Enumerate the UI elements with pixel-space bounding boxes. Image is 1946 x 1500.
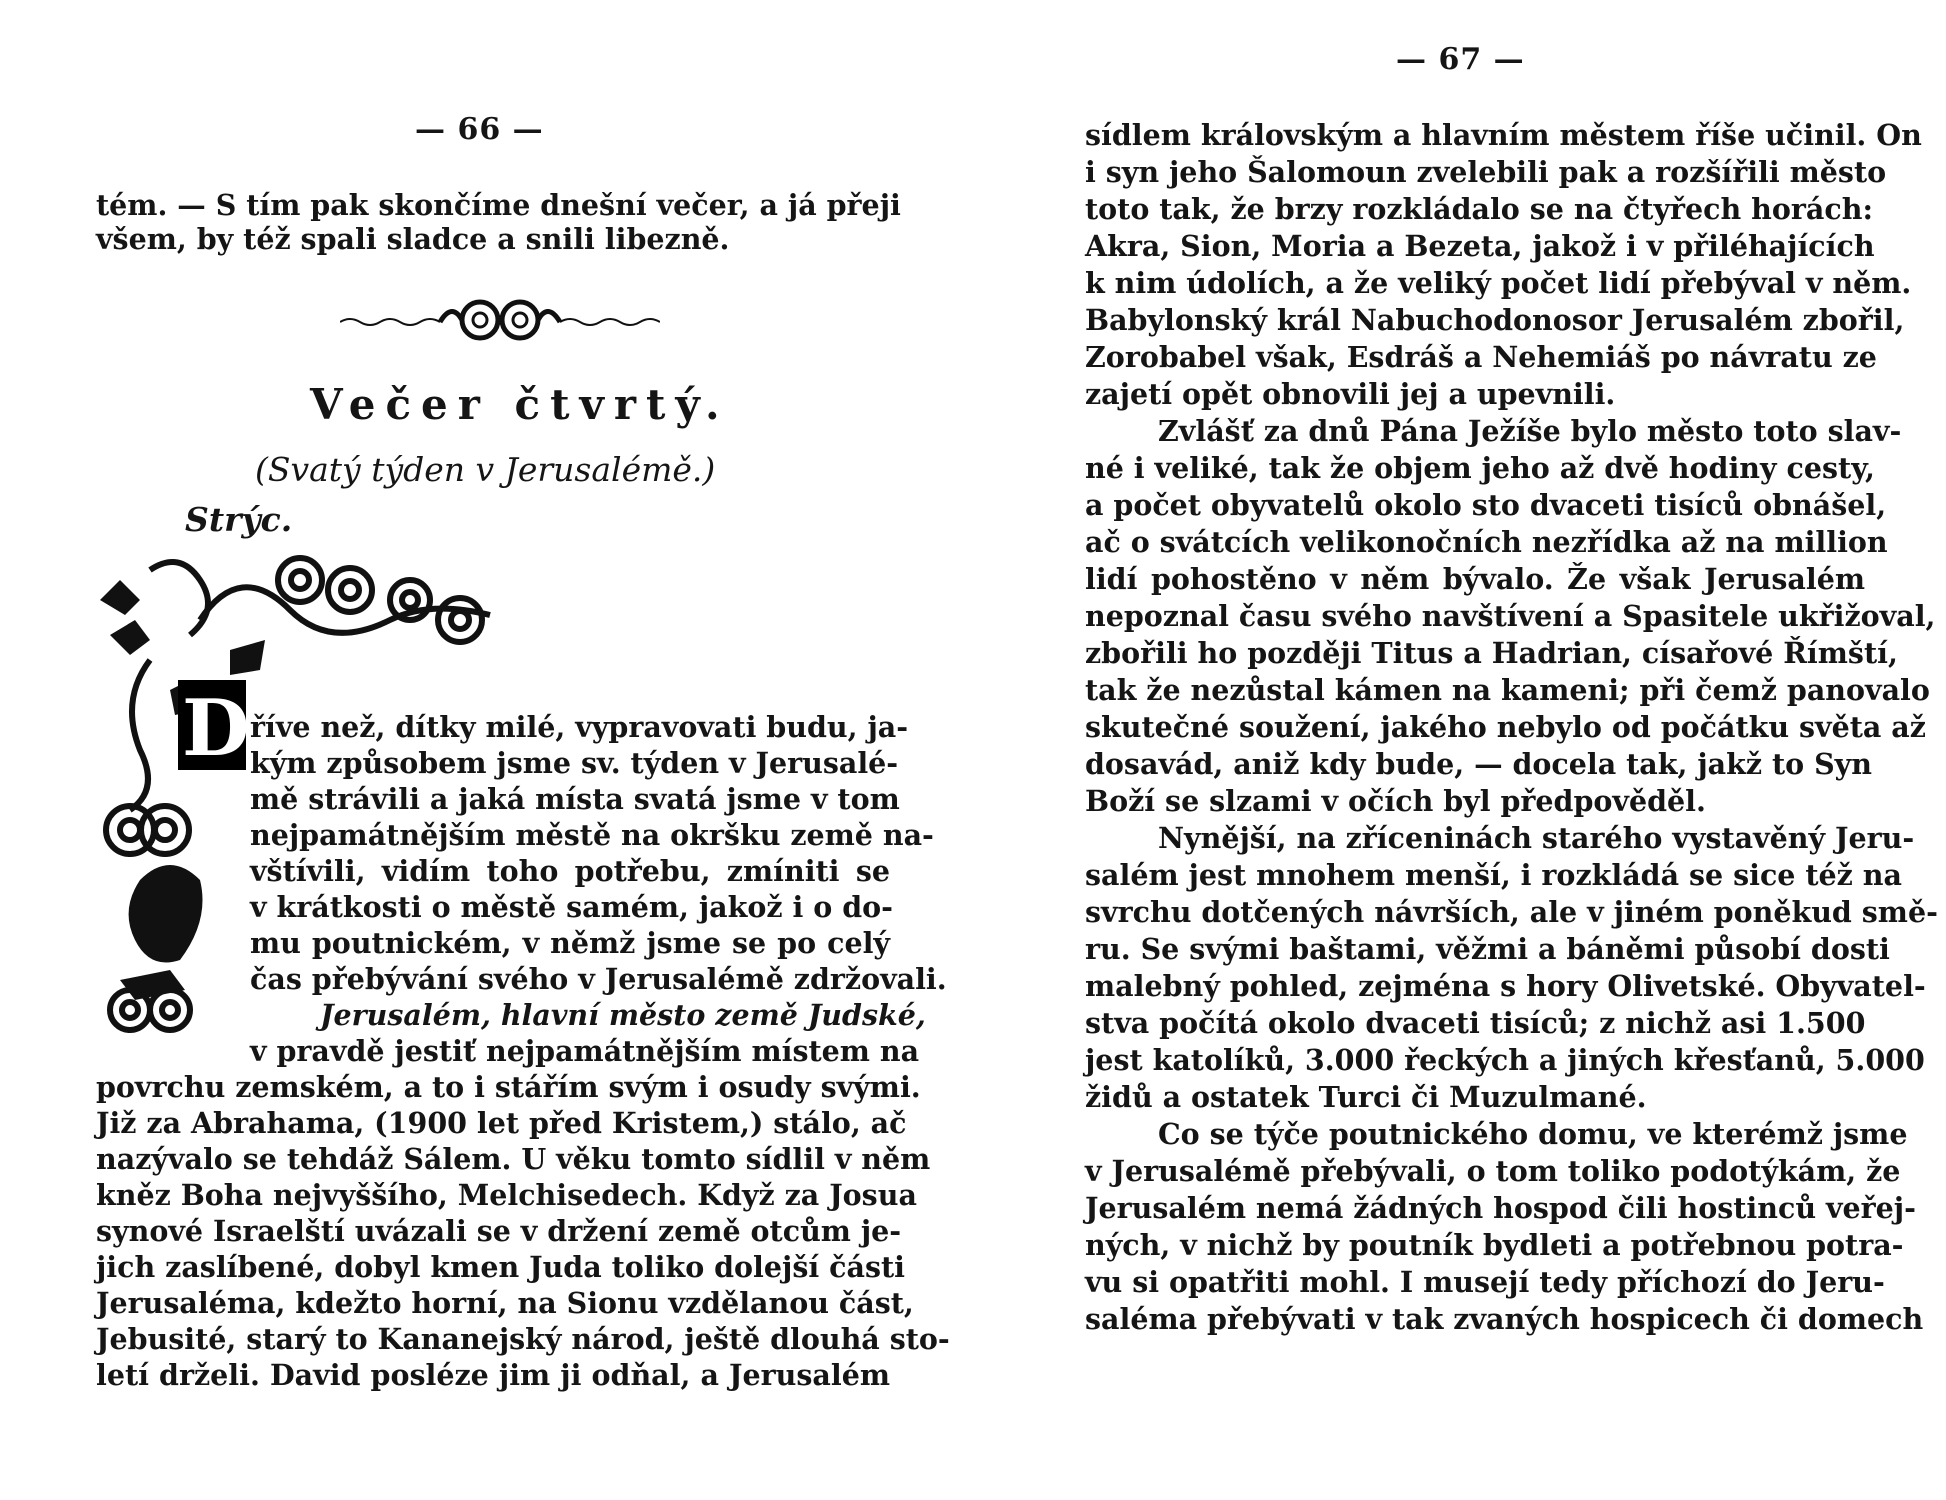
text-line: malebný pohled, zejména s hory Olivetské. Obyvatel- <box>1085 969 1926 1003</box>
right-page <box>973 0 1946 1500</box>
chapter-heading: Večer čtvrtý. <box>310 380 730 429</box>
text-line: v Jerusalémě přebývali, o tom toliko podotýkám, že <box>1085 1154 1901 1188</box>
text-line: kněz Boha nejvyššího, Melchisedech. Když za Josua <box>96 1178 917 1212</box>
page-number: — 66 — <box>415 112 544 147</box>
text-line: letí drželi. David posléze jim ji odňal, a Jerusalém <box>96 1358 890 1392</box>
text-line: Zorobabel však, Esdráš a Nehemiáš po návratu ze <box>1085 340 1877 374</box>
text-line: tém. — S tím pak skončíme dnešní večer, a já přeji <box>96 188 901 222</box>
text-line: dosavád, aniž kdy bude, — docela tak, jakž to Syn <box>1085 747 1872 781</box>
text-line: mě strávili a jaká místa svatá jsme v tom <box>250 782 900 816</box>
text-line: stva počítá okolo dvaceti tisíců; z nichž asi 1.500 <box>1085 1006 1866 1040</box>
text-line: zbořili ho později Titus a Hadrian, císařové Římští, <box>1085 636 1898 670</box>
text-line: v pravdě jestiť nejpamátnějším místem na <box>250 1034 920 1068</box>
text-line: vu si opatřiti mohl. I musejí tedy příchozí do Jeru- <box>1085 1265 1885 1299</box>
text-line: nepoznal času svého navštívení a Spasitele ukřižoval, <box>1085 599 1936 633</box>
text-line: Jerusalém nemá žádných hospod čili hostinců veřej- <box>1085 1191 1916 1225</box>
text-line: Boží se slzami v očích byl předpověděl. <box>1085 784 1706 818</box>
text-line: k nim údolích, a že veliký počet lidí přebýval v něm. <box>1085 266 1912 300</box>
text-line: Akra, Sion, Moria a Bezeta, jakož i v přiléhajících <box>1085 229 1875 263</box>
text-line: Zvlášť za dnů Pána Ježíše bylo město toto slav- <box>1158 414 1902 448</box>
text-line: povrchu zemském, a to i stářím svým i osudy svými. <box>96 1070 921 1104</box>
text-line: i syn jeho Šalomoun zvelebili pak a rozšířili město <box>1085 155 1887 189</box>
text-line: jich zaslíbené, dobyl kmen Juda toliko dolejší části <box>96 1250 905 1284</box>
text-line: ač o svátcích velikonočních nezřídka až na million <box>1085 525 1888 559</box>
text-line: Babylonský král Nabuchodonosor Jerusalém zbořil, <box>1085 303 1905 337</box>
text-line: říve než, dítky milé, vypravovati budu, ja- <box>250 710 909 744</box>
text-line: vštívili, vidím toho potřebu, zmíniti se <box>250 854 890 888</box>
page-number: — 67 — <box>1396 42 1525 77</box>
text-line: Jerusaléma, kdežto horní, na Sionu vzdělanou část, <box>96 1286 914 1320</box>
text-line: nazývalo se tehdáž Sálem. U věku tomto sídlil v něm <box>96 1142 931 1176</box>
text-line: tak že nezůstal kámen na kameni; při čemž panovalo <box>1085 673 1930 707</box>
text-line: nejpamátnějším městě na okršku země na- <box>250 818 934 852</box>
text-line: Co se týče poutnického domu, ve kterémž jsme <box>1158 1117 1908 1151</box>
initial-letter: D <box>178 680 246 770</box>
text-line: ru. Se svými baštami, věžmi a báněmi působí dosti <box>1085 932 1890 966</box>
text-line: né i veliké, tak že objem jeho až dvě hodiny cesty, <box>1085 451 1875 485</box>
text-line: Již za Abrahama, (1900 let před Kristem,) stálo, ač <box>96 1106 907 1140</box>
divider-ornament <box>340 290 660 350</box>
text-line: a počet obyvatelů okolo sto dvaceti tisíců obnášel, <box>1085 488 1887 522</box>
text-line: ných, v nichž by poutník bydleti a potřebnou potra- <box>1085 1228 1904 1262</box>
text-line: všem, by též spali sladce a snili libezně. <box>96 222 730 256</box>
text-line: mu poutnickém, v němž jsme se po celý <box>250 926 890 960</box>
text-line: saléma přebývati v tak zvaných hospicech či domech <box>1085 1302 1924 1336</box>
text-line: Jerusalém, hlavní město země Judské, <box>320 998 926 1032</box>
text-line: skutečné soužení, jakého nebylo od počátku světa až <box>1085 710 1926 744</box>
text-line: salém jest mnohem menší, i rozkládá se sice též na <box>1085 858 1902 892</box>
text-line: synové Israelští uvázali se v držení země otcům je- <box>96 1214 902 1248</box>
text-line: v krátkosti o městě samém, jakož i o do- <box>250 890 893 924</box>
text-line: sídlem královským a hlavním městem říše učinil. On <box>1085 118 1922 152</box>
speaker-label: Strýc. <box>185 500 293 539</box>
text-line: toto tak, že brzy rozkládalo se na čtyřech horách: <box>1085 192 1873 226</box>
text-line: lidí pohostěno v něm bývalo. Že však Jerusalém <box>1085 562 1865 596</box>
text-line: Nynější, na zříceninách starého vystavěný Jeru- <box>1158 821 1915 855</box>
text-line: židů a ostatek Turci či Muzulmané. <box>1085 1080 1647 1114</box>
text-line: svrchu dotčených návrších, ale v jiném poněkud smě- <box>1085 895 1938 929</box>
text-line: kým způsobem jsme sv. týden v Jerusalé- <box>250 746 899 780</box>
text-line: zajetí opět obnovili jej a upevnili. <box>1085 377 1616 411</box>
chapter-subheading: (Svatý týden v Jerusalémě.) <box>255 450 716 489</box>
text-line: jest katolíků, 3.000 řeckých a jiných křesťanů, 5.000 <box>1085 1043 1925 1077</box>
text-line: Jebusité, starý to Kananejský národ, ještě dlouhá sto- <box>96 1322 950 1356</box>
text-line: čas přebývání svého v Jerusalémě zdržovali. <box>250 962 947 996</box>
